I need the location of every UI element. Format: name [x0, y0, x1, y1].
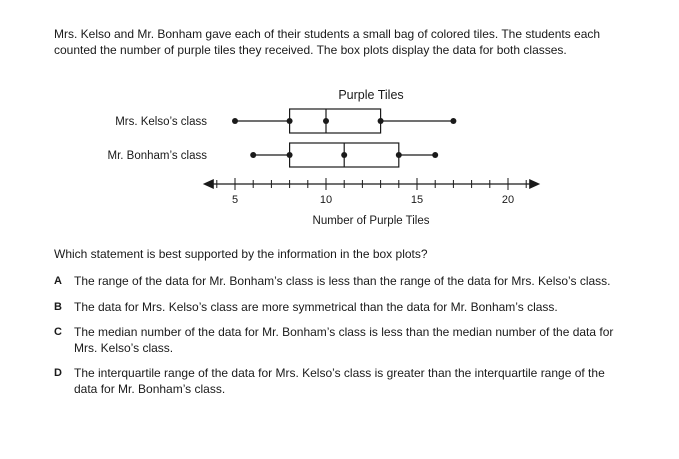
point-max	[450, 118, 456, 124]
axis-arrow-left	[203, 179, 214, 189]
point-q3	[378, 118, 384, 124]
box-iqr	[290, 109, 381, 133]
choice-c[interactable]	[54, 325, 614, 356]
choice-letter: C	[54, 326, 62, 338]
point-max	[432, 152, 438, 158]
point-q1	[287, 152, 293, 158]
point-median	[323, 118, 329, 124]
tick-label: 15	[410, 194, 424, 206]
point-min	[232, 118, 238, 124]
choice-letter: B	[54, 300, 62, 313]
series-label: Mrs. Kelso’s class	[115, 116, 207, 128]
axis-arrow-right	[529, 179, 540, 189]
series-label: Mr. Bonham’s class	[107, 150, 207, 162]
chart-title: Purple Tiles	[338, 88, 404, 102]
x-axis-label: Number of Purple Tiles	[312, 215, 430, 227]
choice-letter: D	[54, 367, 62, 379]
tick-label: 5	[231, 194, 239, 206]
tick-label: 10	[319, 194, 333, 206]
intro-text: Mrs. Kelso and Mr. Bonham gave each of their students a small bag of colored tiles. The students each counted the number of purple tiles they received. The box plots display the data for both classes.	[54, 27, 601, 57]
tick-label: 20	[501, 194, 515, 206]
choice-a[interactable]	[54, 274, 614, 290]
point-q3	[396, 152, 402, 158]
choice-text: The median number of the data for Mr. Bonham’s class is less than the median number of the data for Mrs. Kelso’s class.	[74, 325, 614, 355]
answer-choices	[54, 274, 614, 407]
point-min	[250, 152, 256, 158]
choice-b[interactable]	[54, 300, 614, 316]
point-q1	[287, 118, 293, 124]
point-median	[341, 152, 347, 158]
choice-letter: A	[54, 275, 62, 287]
question-text: Which statement is best supported by the information in the box plots?	[54, 247, 428, 261]
choice-text: The interquartile range of the data for Mrs. Kelso’s class is greater than the interquartile range of the data for Mr. Bonham’s class.	[74, 366, 605, 396]
choice-d[interactable]	[54, 366, 614, 397]
choice-text: The data for Mrs. Kelso’s class are more symmetrical than the data for Mr. Bonham’s class.	[74, 299, 558, 314]
choice-text: The range of the data for Mr. Bonham’s class is less than the range of the data for Mrs. Kelso’s class.	[74, 274, 611, 288]
